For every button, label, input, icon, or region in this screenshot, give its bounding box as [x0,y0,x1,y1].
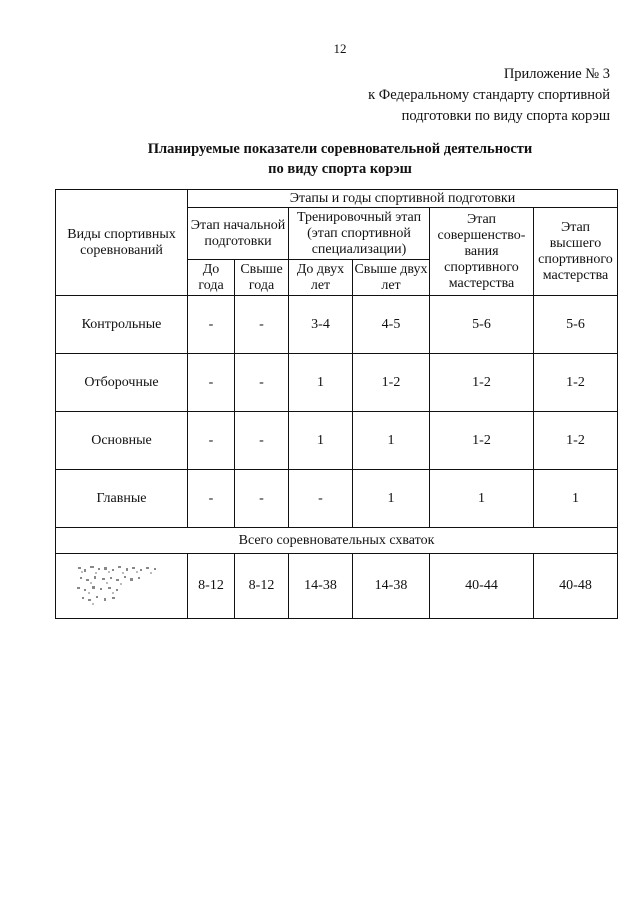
sub-header-training-1: До двух лет [289,260,353,296]
table-cell: 1-2 [430,354,534,412]
total-header-cell: Всего соревновательных схваток [56,528,618,554]
table-cell: 5-6 [534,296,618,354]
row-header-cell: Виды спортивных соревнований [56,190,188,296]
total-cell: 14-38 [289,554,353,619]
total-cell: 8-12 [188,554,235,619]
title-line-1: Планируемые показатели соревновательной деятельности [147,141,533,157]
table-cell: 1 [289,412,353,470]
group-header-cell: Этапы и годы спортивной подготовки [188,190,618,208]
table-cell: 1 [534,470,618,528]
stage-improvement-header: Этап совершенство-вания спортивного мастерства [430,208,534,296]
table-cell: 3-4 [289,296,353,354]
appendix-header [368,64,610,127]
stage-higher-header: Этап высшего спортивного мастерства [534,208,618,296]
total-values-row [56,554,618,619]
page-number: 12 [333,41,347,56]
row-label: Отборочные [56,354,188,412]
table-cell: - [188,412,235,470]
title-line-2: по виду спорта корэш [268,161,412,177]
table-row [56,354,618,412]
competition-table [55,189,618,619]
sub-header-training-2: Свыше двух лет [353,260,430,296]
total-header-row [56,528,618,554]
row-label: Главные [56,470,188,528]
total-cell: 40-48 [534,554,618,619]
total-cell: 14-38 [353,554,430,619]
table-row [56,296,618,354]
table-cell: - [235,296,289,354]
table-cell: 4-5 [353,296,430,354]
stage-training-header: Тренировочный этап (этап спортивной специализации) [289,208,430,260]
table-cell: 1 [353,470,430,528]
sub-header-initial-2: Свыше года [235,260,289,296]
sub-header-initial-1: До года [188,260,235,296]
stage-initial-header: Этап начальной подготовки [188,208,289,260]
table-cell: 1-2 [534,354,618,412]
row-label: Основные [56,412,188,470]
table-cell: 1-2 [534,412,618,470]
table-cell: 1-2 [353,354,430,412]
appendix-line-2: к Федеральному стандарту спортивной [368,87,610,103]
appendix-line-3: подготовки по виду спорта корэш [401,108,610,124]
table-cell: - [188,354,235,412]
total-cell: 8-12 [235,554,289,619]
total-cell: 40-44 [430,554,534,619]
table-cell: 1 [430,470,534,528]
table-cell: 5-6 [430,296,534,354]
table-cell: 1-2 [430,412,534,470]
table-row [56,470,618,528]
table-cell: - [235,412,289,470]
document-title [0,139,640,179]
blurred-cell [56,554,188,619]
row-label: Контрольные [56,296,188,354]
table-cell: 1 [289,354,353,412]
appendix-line-1: Приложение № 3 [503,66,610,82]
table-cell: - [289,470,353,528]
table-cell: - [235,470,289,528]
table-cell: - [188,470,235,528]
table-cell: - [235,354,289,412]
table-row [56,412,618,470]
blurred-text-image [72,563,172,609]
table-cell: - [188,296,235,354]
table-cell: 1 [353,412,430,470]
